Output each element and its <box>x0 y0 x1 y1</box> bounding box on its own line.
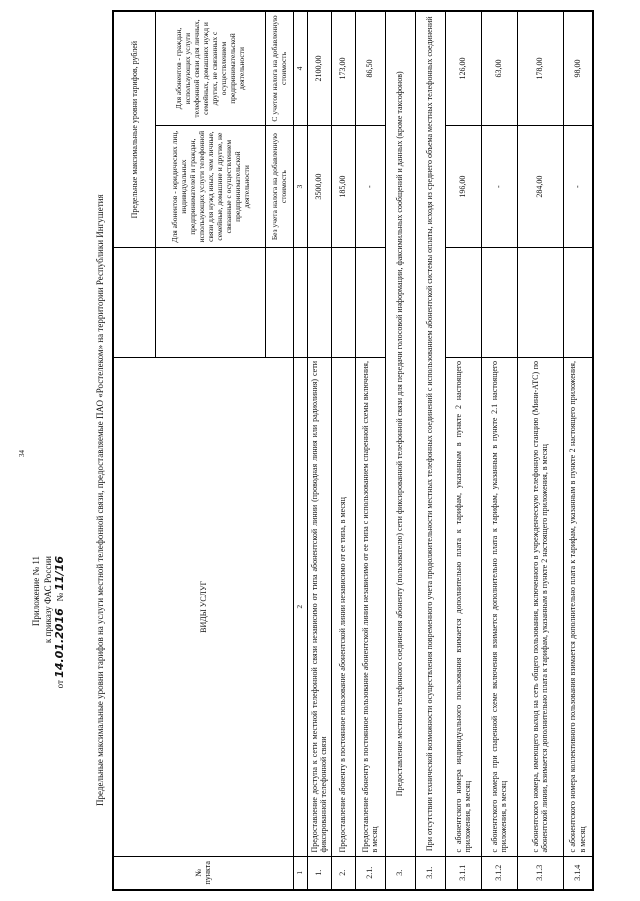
row-service: с абонентского номера при спаренной схеме включения взимается дополнительно плата к тарифам, указанным в пункте 2.1 настоящего приложения, в месяц <box>481 358 517 857</box>
row-individual-value: 2100,00 <box>307 11 331 125</box>
appendix-order-ref: к приказу ФАС России <box>43 556 53 644</box>
appendix-title: Приложение № 11 <box>31 556 41 627</box>
row-number: 3.1.4 <box>563 856 593 890</box>
header-with-vat: С учетом налога на добавленную стоимость <box>265 11 293 125</box>
table-row <box>355 11 385 890</box>
row-service: Предоставление абоненту в постоянное пользование абонентской линии независимо от ее типа, в месяц <box>331 358 355 857</box>
handwritten-date: 14.01.2016 <box>53 608 66 678</box>
row-individual-value: 126,00 <box>445 11 481 125</box>
document-title: Предельные максимальные уровни тарифов на услуги местной телефонной связи, предоставляемые ПАО «Ростелеком» на территории Республики Ингушетия <box>95 194 105 806</box>
row-number: 2.1. <box>355 856 385 890</box>
row-individual-value: 173,00 <box>331 11 355 125</box>
row-legal-value: 185,00 <box>331 125 355 247</box>
header-individuals: Для абонентов - граждан, использующих услуги телефонной связи для личных, семейных, домашних нужд и других, не связанных с осуществлением предпринимательской деятельности <box>155 11 265 125</box>
row-service: с абонентского номера индивидуального пользования взимается дополнительно плата к тарифам, указанным в пункте 2 настоящего приложения, в месяц <box>445 358 481 857</box>
column-number: 4 <box>293 11 307 125</box>
row-legal-value: 284,00 <box>517 125 563 247</box>
appendix-date-line <box>54 556 66 688</box>
column-number-row <box>293 11 307 890</box>
row-service: с абонентского номера, имеющего выход на сеть общего пользования, включенного в учрежденческую телефонную станцию (Мини-АТС) по абонентской линии, взимается дополнительно плата к тарифам, указанным в пункте 2 настоящего приложения, в месяц <box>517 358 563 857</box>
row-legal-value: 196,00 <box>445 125 481 247</box>
handwritten-number: 11/16 <box>53 556 66 591</box>
row-legal-value: - <box>563 125 593 247</box>
column-number: 1 <box>293 856 307 890</box>
page-number: 34 <box>18 450 26 457</box>
row-individual-value: 178,00 <box>517 11 563 125</box>
header-row-top <box>113 11 155 890</box>
number-prefix: № <box>55 592 65 602</box>
row-legal-value: - <box>481 125 517 247</box>
column-number: 3 <box>293 125 307 247</box>
column-number: 2 <box>293 358 307 857</box>
tariff-table <box>112 10 594 891</box>
section-title: При отсутствии технической возможности осуществления повременного учета продолжительности местных телефонных соединений с использованием абонентской системы оплаты, исходя из среднего объема местных телефонных соединений <box>415 11 445 856</box>
table-row <box>563 11 593 890</box>
date-prefix: от <box>55 680 65 689</box>
header-no: № пункта <box>113 856 293 890</box>
row-number: 3.1.1 <box>445 856 481 890</box>
row-individual-value: 98,00 <box>563 11 593 125</box>
row-service: Предоставление абоненту в постоянное пользование абонентской линии независимо от ее типа с использованием спаренной схемы включения, в месяц <box>355 358 385 857</box>
row-individual-value: 63,00 <box>481 11 517 125</box>
row-number: 2. <box>331 856 355 890</box>
table-row <box>481 11 517 890</box>
table-row <box>445 11 481 890</box>
header-services: ВИДЫ УСЛУГ <box>113 358 293 857</box>
row-service: Предоставление доступа к сети местной телефонной связи независимо от типа абонентской линии (проводная линия или радиолиния) сети фиксированной телефонной связи <box>307 358 331 857</box>
row-number: 3.1. <box>415 856 445 890</box>
header-no-vat: Без учета налога на добавленную стоимость <box>265 125 293 247</box>
row-service: с абонентского номера коллективного пользования взимается дополнительно плата к тарифам, указанным в пункте 2 настоящего приложения, в месяц <box>563 358 593 857</box>
row-number: 1. <box>307 856 331 890</box>
header-legal-entities: Для абонентов - юридических лиц, индивидуальных предпринимателей и граждан, использующих услуги телефонной связи для нужд иных, чем личные, семейные, домашние и другие, не связанные с осуществлением предпринимательской деятельности <box>155 125 265 247</box>
section-row <box>385 11 415 890</box>
appendix-block <box>30 556 66 688</box>
row-number: 3.1.3 <box>517 856 563 890</box>
row-number: 3. <box>385 856 415 890</box>
header-levels: Предельные максимальные уровни тарифов, рублей <box>113 11 155 248</box>
table-row <box>331 11 355 890</box>
row-number: 3.1.2 <box>481 856 517 890</box>
table-row <box>307 11 331 890</box>
row-legal-value: - <box>355 125 385 247</box>
section-row <box>415 11 445 890</box>
section-title: Предоставление местного телефонного соединения абоненту (пользователю) сети фиксированной телефонной связи для передачи голосовой информации, факсимильных сообщений и данных (кроме таксофонов) <box>385 11 415 856</box>
row-legal-value: 3500,00 <box>307 125 331 247</box>
table-row <box>517 11 563 890</box>
row-individual-value: 86,50 <box>355 11 385 125</box>
